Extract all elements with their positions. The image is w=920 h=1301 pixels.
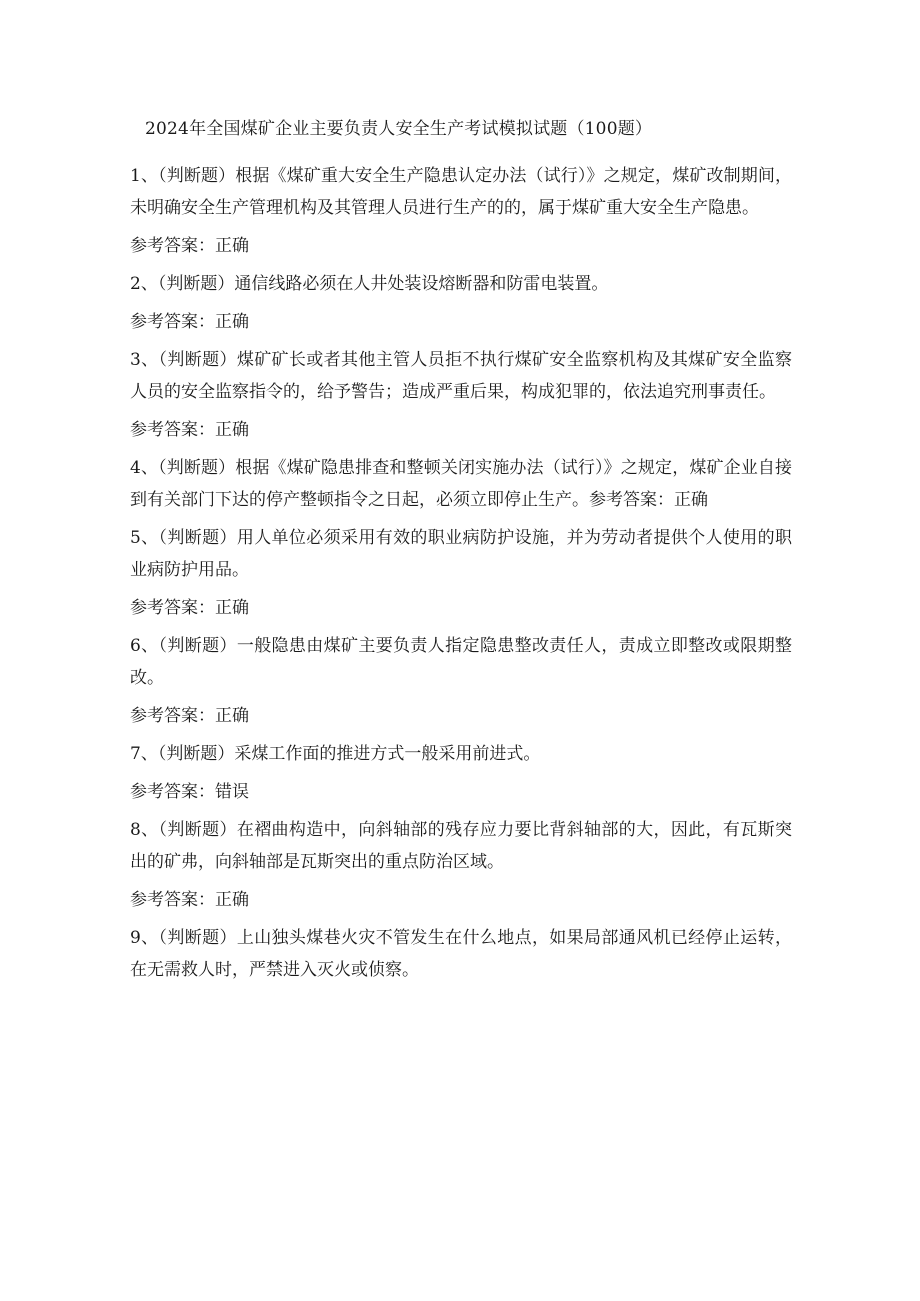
question-text: 4、（判断题）根据《煤矿隐患排查和整顿关闭实施办法（试行）》之规定，煤矿企业自接到有关部门下达的停产整顿指令之日起，必须立即停止生产。参考答案：正确 — [130, 458, 792, 510]
answer-text: 参考答案：正确 — [130, 890, 249, 910]
question-text: 1、（判断题）根据《煤矿重大安全生产隐患认定办法（试行）》之规定，煤矿改制期间，未明确安全生产管理机构及其管理人员进行生产的的，属于煤矿重大安全生产隐患。 — [130, 166, 792, 218]
document-title: 2024年全国煤矿企业主要负责人安全生产考试模拟试题（100题） — [145, 119, 653, 139]
answer-text: 参考答案：正确 — [130, 312, 249, 332]
answer-text: 参考答案：正确 — [130, 598, 249, 618]
question-text: 3、（判断题）煤矿矿长或者其他主管人员拒不执行煤矿安全监察机构及其煤矿安全监察人员的安全监察指令的，给予警告；造成严重后果，构成犯罪的，依法追究刑事责任。 — [130, 350, 792, 402]
question-text: 2、（判断题）通信线路必须在人井处装设熔断器和防雷电装置。 — [130, 274, 609, 294]
answer-text: 参考答案：错误 — [130, 782, 249, 802]
answer-text: 参考答案：正确 — [130, 706, 249, 726]
question-text: 8、（判断题）在褶曲构造中，向斜轴部的残存应力要比背斜轴部的大，因此，有瓦斯突出的矿弗，向斜轴部是瓦斯突出的重点防治区域。 — [130, 820, 792, 872]
question-text: 7、（判断题）采煤工作面的推进方式一般采用前进式。 — [130, 744, 541, 764]
question-text: 9、（判断题）上山独头煤巷火灾不管发生在什么地点，如果局部通风机已经停止运转，在无需救人时，严禁进入灭火或侦察。 — [130, 928, 792, 980]
question-text: 6、（判断题）一般隐患由煤矿主要负责人指定隐患整改责任人，责成立即整改或限期整改。 — [130, 636, 792, 688]
answer-text: 参考答案：正确 — [130, 236, 249, 256]
question-list — [130, 160, 792, 992]
question-text: 5、（判断题）用人单位必须采用有效的职业病防护设施，并为劳动者提供个人使用的职业病防护用品。 — [130, 528, 792, 580]
answer-text: 参考答案：正确 — [130, 420, 249, 440]
